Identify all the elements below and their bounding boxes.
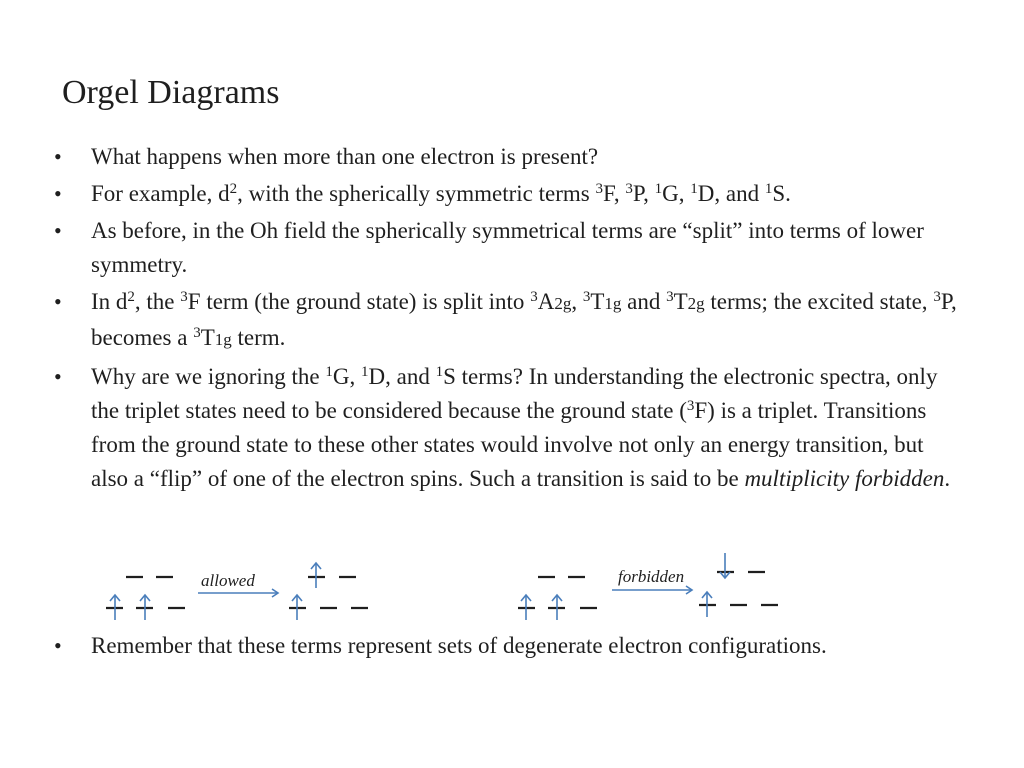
bullet-item: • Remember that these terms represent sets of degenerate electron configurations. — [50, 629, 965, 663]
bullet-item: • For example, $d^2$, with the spherically symmetric terms $^3$F, $^3$P, $^1$G, $^1$D, and $^1$S. — [50, 177, 965, 211]
bullet-item: • Why are we ignoring the $^1$G, $^1$D, and $^1$S terms? In understanding the electronic spectra, only the triplet states need to be considered because the ground state ($^3$F) is a triplet. Transitions from the ground state to these other states would involve not only an energy transition, but also a “flip” of one of the electron spins. Such a transition is said to be multiplicity forbidden. — [50, 360, 965, 496]
bullet-item: • What happens when more than one electron is present? — [50, 140, 965, 174]
forbidden-label: forbidden — [618, 567, 685, 586]
bullet-list-final — [50, 629, 965, 663]
bullet-item: • As before, in the Oh field the spherically symmetrical terms are “split” into terms of lower symmetry. — [50, 214, 965, 282]
bullet-list — [50, 140, 965, 496]
slide-title: Orgel Diagrams — [62, 74, 280, 111]
electron-configuration-diagram — [0, 545, 1024, 630]
diagram-lines — [0, 545, 1024, 630]
bullet-item: • In $d^2$, the $^3$F term (the ground state) is split into $^3$A2g, $^3$T1g and $^3$T2g terms; the excited state, $^3$P, becomes a $^3$T1g term. — [50, 285, 965, 357]
allowed-label: allowed — [201, 571, 255, 590]
